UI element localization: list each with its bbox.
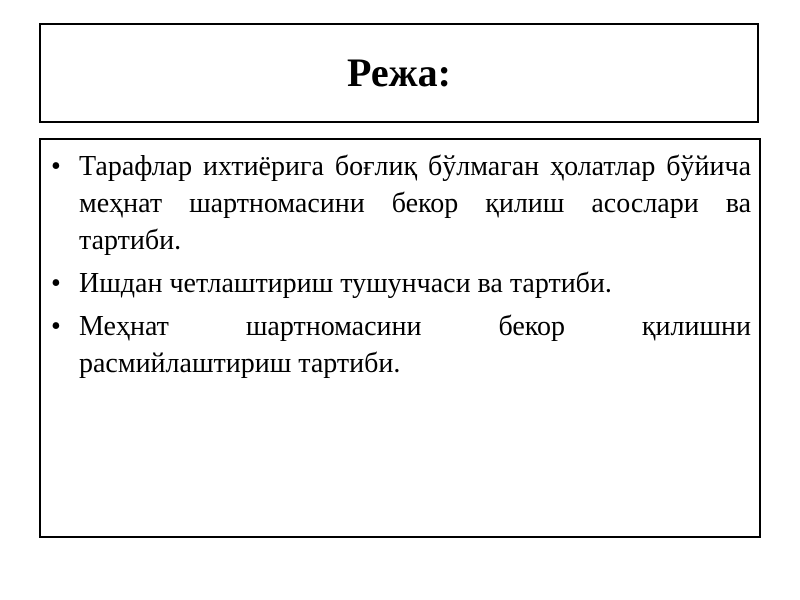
bullet-icon: •: [51, 268, 61, 299]
bullet-icon: •: [51, 151, 61, 182]
title-box: [39, 23, 759, 123]
bullet-list: [51, 148, 751, 382]
bullet-icon: •: [51, 311, 61, 342]
list-item: [51, 148, 751, 259]
list-item-text: Меҳнат шартномасини бекор қилишни расмийлаштириш тартиби.: [79, 311, 751, 379]
slide-title: Режа:: [347, 50, 451, 95]
list-item-text: Тарафлар ихтиёрига боғлиқ бўлмаган ҳолатлар бўйича меҳнат шартномасини бекор қилиш асослари ва тартиби.: [79, 151, 751, 256]
list-item-text: Ишдан четлаштириш тушунчаси ва тартиби.: [79, 268, 612, 299]
list-item: [51, 308, 751, 382]
list-item: [51, 265, 751, 302]
content-box: [39, 138, 761, 538]
